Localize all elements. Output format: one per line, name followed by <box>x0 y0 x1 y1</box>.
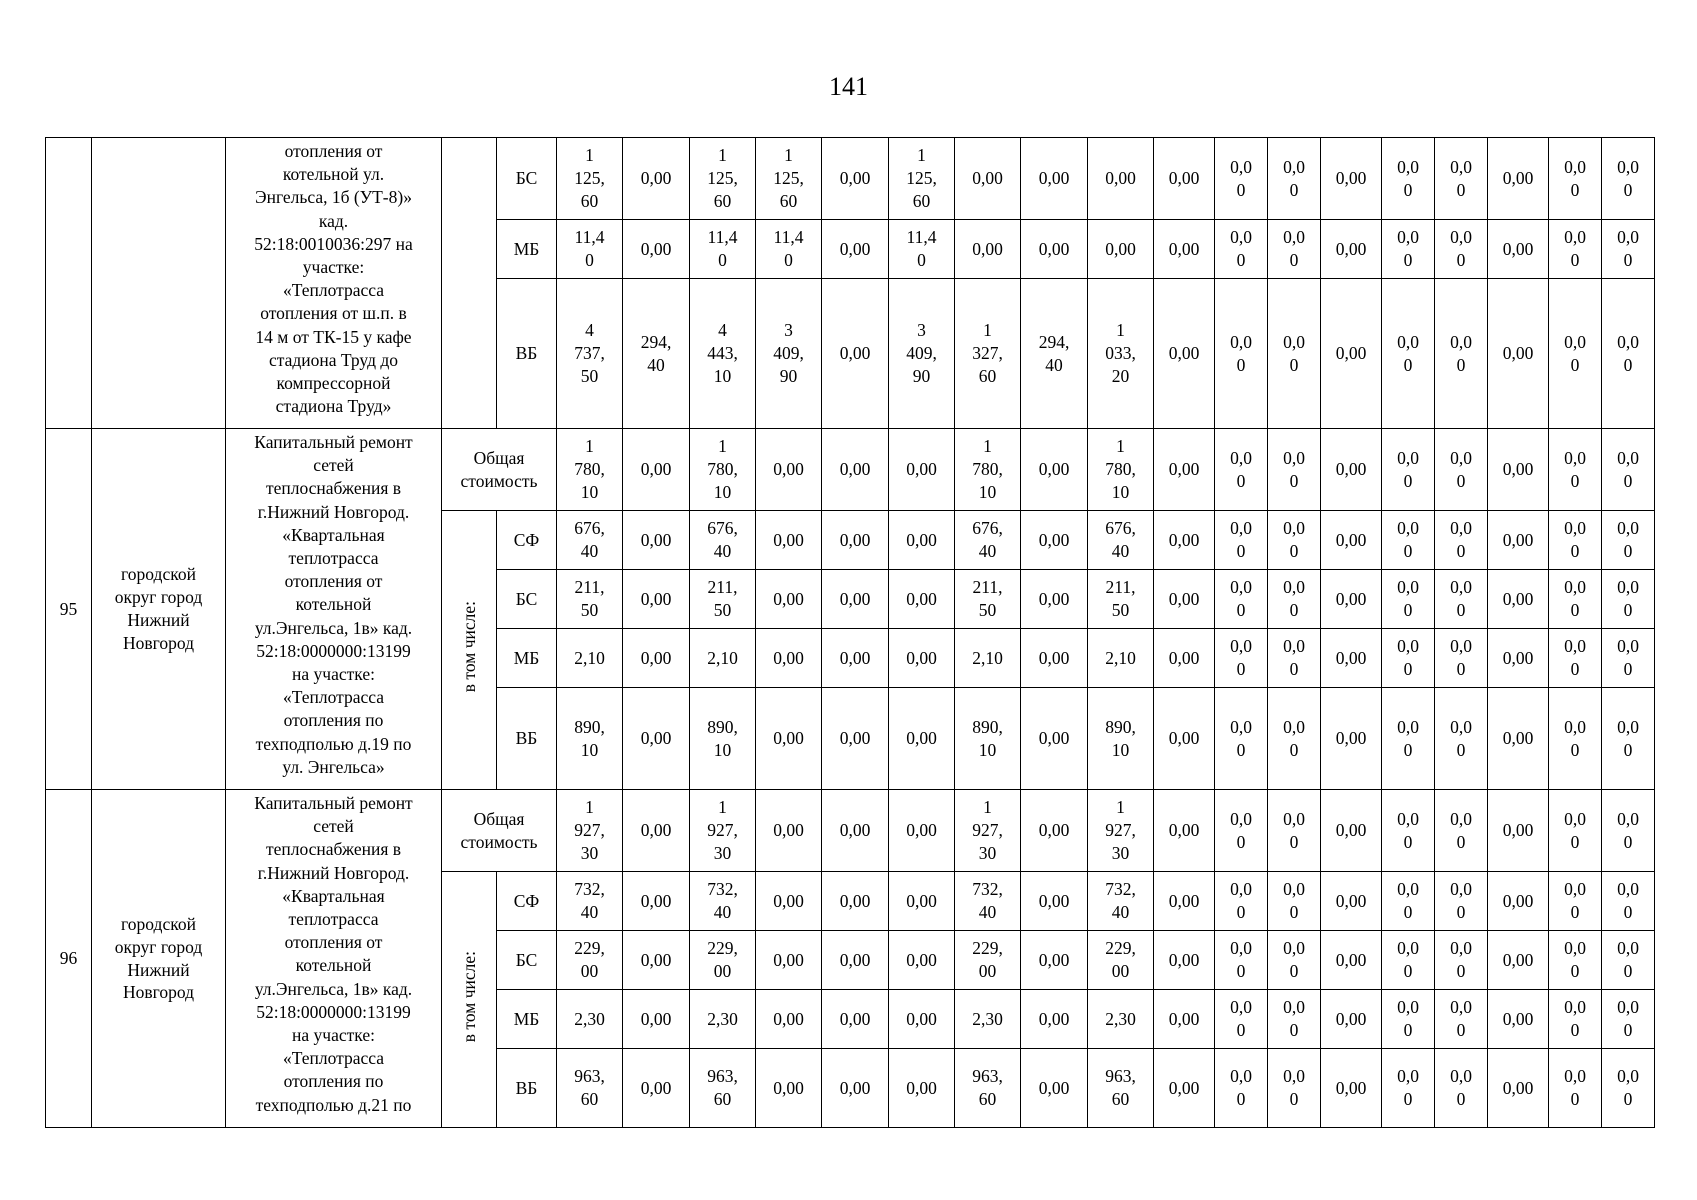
description-cell: отопления от котельной ул. Энгельса, 1б (УТ-8)» кад. 52:18:0010036:297 на участке: «Теплотрасса отопления от ш.п. в 14 м от ТК-15 у кафе стадиона Труд до компрессорной стадиона Труд» <box>226 138 442 429</box>
value-cell: 0,0 0 <box>1435 1049 1488 1128</box>
value-cell: 0,00 <box>1321 570 1382 629</box>
value-cell: 0,00 <box>1321 1049 1382 1128</box>
value-cell: 0,0 0 <box>1549 220 1602 279</box>
incl-label: в том числе: <box>458 950 479 1043</box>
value-cell: 0,00 <box>889 429 955 511</box>
value-cell: 0,0 0 <box>1549 931 1602 990</box>
value-cell: 0,00 <box>889 990 955 1049</box>
value-cell: 0,00 <box>756 629 822 688</box>
value-cell: 963, 60 <box>690 1049 756 1128</box>
description-cell: Капитальный ремонт сетей теплоснабжения в г.Нижний Новгород. «Квартальная теплотрасса отопления от котельной ул.Энгельса, 1в» кад. 52:18:0000000:13199 на участке: «Теплотрасса отопления по техподполью д.21 по <box>226 790 442 1128</box>
page-number: 141 <box>829 72 868 101</box>
value-cell: 963, 60 <box>955 1049 1021 1128</box>
value-cell: 0,0 0 <box>1382 872 1435 931</box>
value-cell: 0,0 0 <box>1382 138 1435 220</box>
value-cell: 0,00 <box>623 570 690 629</box>
value-cell: 11,4 0 <box>889 220 955 279</box>
value-cell: 732, 40 <box>690 872 756 931</box>
table-row <box>46 429 1655 511</box>
value-cell: 0,0 0 <box>1602 790 1655 872</box>
value-cell: 0,00 <box>1321 872 1382 931</box>
value-cell: 0,00 <box>889 688 955 790</box>
value-cell: 294, 40 <box>1021 279 1088 429</box>
value-cell: 1 033, 20 <box>1088 279 1154 429</box>
value-cell: 0,00 <box>1154 511 1215 570</box>
value-cell: 0,00 <box>1154 220 1215 279</box>
value-cell: 0,00 <box>623 429 690 511</box>
value-cell: 0,0 0 <box>1215 220 1268 279</box>
value-cell: 0,0 0 <box>1382 1049 1435 1128</box>
value-cell: 2,30 <box>955 990 1021 1049</box>
value-cell: 0,00 <box>822 511 889 570</box>
district-cell: городской округ город Нижний Новгород <box>92 790 226 1128</box>
value-cell: 0,0 0 <box>1549 570 1602 629</box>
value-cell: 2,10 <box>955 629 1021 688</box>
value-cell: 0,00 <box>1321 790 1382 872</box>
value-cell: 0,00 <box>1321 931 1382 990</box>
value-cell: 0,00 <box>1154 138 1215 220</box>
value-cell: 0,0 0 <box>1435 931 1488 990</box>
value-cell: 1 780, 10 <box>557 429 623 511</box>
value-cell: 0,0 0 <box>1382 511 1435 570</box>
value-cell: 0,00 <box>756 570 822 629</box>
value-cell: 0,00 <box>889 1049 955 1128</box>
value-cell: 0,00 <box>1021 138 1088 220</box>
value-cell: 0,00 <box>1154 872 1215 931</box>
value-cell: 0,0 0 <box>1382 629 1435 688</box>
value-cell: 0,00 <box>623 138 690 220</box>
value-cell: 211, 50 <box>557 570 623 629</box>
value-cell: 0,00 <box>1154 990 1215 1049</box>
value-cell: 0,00 <box>623 220 690 279</box>
value-cell: 0,0 0 <box>1549 279 1602 429</box>
value-cell: 0,0 0 <box>1435 279 1488 429</box>
value-cell: 0,00 <box>1488 688 1549 790</box>
value-cell: 0,00 <box>955 138 1021 220</box>
funding-source-cell: МБ <box>497 990 557 1049</box>
value-cell: 0,00 <box>623 511 690 570</box>
value-cell: 0,00 <box>1021 688 1088 790</box>
value-cell: 0,0 0 <box>1268 872 1321 931</box>
table-row <box>46 790 1655 872</box>
value-cell: 0,00 <box>1321 688 1382 790</box>
value-cell: 0,00 <box>756 688 822 790</box>
value-cell: 0,0 0 <box>1549 1049 1602 1128</box>
value-cell: 0,0 0 <box>1602 220 1655 279</box>
value-cell: 0,0 0 <box>1435 990 1488 1049</box>
value-cell: 0,00 <box>623 790 690 872</box>
value-cell: 0,0 0 <box>1602 1049 1655 1128</box>
value-cell: 0,0 0 <box>1268 220 1321 279</box>
value-cell: 0,00 <box>1021 570 1088 629</box>
value-cell: 0,0 0 <box>1382 570 1435 629</box>
value-cell: 0,0 0 <box>1435 790 1488 872</box>
value-cell: 890, 10 <box>1088 688 1154 790</box>
value-cell: 0,00 <box>1321 220 1382 279</box>
value-cell: 0,00 <box>955 220 1021 279</box>
incl-label-cell <box>442 511 497 790</box>
value-cell: 676, 40 <box>557 511 623 570</box>
value-cell: 1 927, 30 <box>955 790 1021 872</box>
value-cell: 0,0 0 <box>1435 629 1488 688</box>
value-cell: 1 927, 30 <box>690 790 756 872</box>
value-cell: 0,00 <box>1321 990 1382 1049</box>
value-cell: 1 780, 10 <box>690 429 756 511</box>
value-cell: 2,10 <box>1088 629 1154 688</box>
value-cell: 0,0 0 <box>1382 990 1435 1049</box>
funding-source-cell: МБ <box>497 629 557 688</box>
value-cell: 0,00 <box>1488 220 1549 279</box>
value-cell: 676, 40 <box>690 511 756 570</box>
value-cell: 0,00 <box>822 1049 889 1128</box>
value-cell: 1 927, 30 <box>1088 790 1154 872</box>
value-cell: 0,00 <box>1154 790 1215 872</box>
value-cell: 2,10 <box>557 629 623 688</box>
value-cell: 0,00 <box>822 931 889 990</box>
value-cell: 0,0 0 <box>1215 629 1268 688</box>
value-cell: 0,00 <box>1154 1049 1215 1128</box>
value-cell: 0,00 <box>1154 570 1215 629</box>
value-cell: 0,00 <box>1021 1049 1088 1128</box>
value-cell: 0,0 0 <box>1382 429 1435 511</box>
value-cell: 0,00 <box>1154 429 1215 511</box>
value-cell: 0,00 <box>756 931 822 990</box>
value-cell: 229, 00 <box>557 931 623 990</box>
value-cell: 0,00 <box>1021 790 1088 872</box>
value-cell: 0,00 <box>1488 990 1549 1049</box>
value-cell: 0,0 0 <box>1382 931 1435 990</box>
value-cell: 0,0 0 <box>1549 872 1602 931</box>
value-cell: 0,0 0 <box>1215 511 1268 570</box>
value-cell: 0,0 0 <box>1602 629 1655 688</box>
value-cell: 0,0 0 <box>1215 931 1268 990</box>
incl-label-cell <box>442 872 497 1128</box>
value-cell: 963, 60 <box>1088 1049 1154 1128</box>
value-cell: 0,00 <box>756 790 822 872</box>
value-cell: 0,00 <box>1321 429 1382 511</box>
value-cell: 0,0 0 <box>1382 688 1435 790</box>
value-cell: 0,00 <box>1321 511 1382 570</box>
value-cell: 229, 00 <box>690 931 756 990</box>
value-cell: 11,4 0 <box>557 220 623 279</box>
funding-table <box>45 137 1655 1128</box>
value-cell: 0,00 <box>889 570 955 629</box>
value-cell: 0,0 0 <box>1549 138 1602 220</box>
funding-source-cell: ВБ <box>497 688 557 790</box>
value-cell: 0,0 0 <box>1602 429 1655 511</box>
value-cell: 0,00 <box>623 1049 690 1128</box>
value-cell: 4 737, 50 <box>557 279 623 429</box>
value-cell: 0,00 <box>1021 220 1088 279</box>
value-cell: 0,0 0 <box>1602 138 1655 220</box>
table-row <box>46 138 1655 220</box>
value-cell: 0,00 <box>1088 220 1154 279</box>
value-cell: 732, 40 <box>1088 872 1154 931</box>
value-cell: 0,0 0 <box>1435 570 1488 629</box>
value-cell: 0,00 <box>822 872 889 931</box>
value-cell: 211, 50 <box>690 570 756 629</box>
value-cell: 0,00 <box>1154 931 1215 990</box>
value-cell: 0,0 0 <box>1215 990 1268 1049</box>
value-cell: 732, 40 <box>955 872 1021 931</box>
value-cell: 0,00 <box>1021 629 1088 688</box>
value-cell: 0,0 0 <box>1602 931 1655 990</box>
value-cell: 676, 40 <box>955 511 1021 570</box>
funding-source-cell: СФ <box>497 511 557 570</box>
funding-source-cell: МБ <box>497 220 557 279</box>
row-number-cell: 96 <box>46 790 92 1128</box>
value-cell: 11,4 0 <box>756 220 822 279</box>
value-cell: 0,0 0 <box>1215 688 1268 790</box>
value-cell: 1 780, 10 <box>955 429 1021 511</box>
value-cell: 211, 50 <box>1088 570 1154 629</box>
value-cell: 0,00 <box>822 629 889 688</box>
value-cell: 0,0 0 <box>1602 279 1655 429</box>
value-cell: 0,0 0 <box>1382 790 1435 872</box>
value-cell: 0,00 <box>756 511 822 570</box>
value-cell: 0,0 0 <box>1549 990 1602 1049</box>
value-cell: 0,00 <box>756 429 822 511</box>
value-cell: 0,00 <box>1088 138 1154 220</box>
value-cell: 890, 10 <box>557 688 623 790</box>
value-cell: 4 443, 10 <box>690 279 756 429</box>
description-cell: Капитальный ремонт сетей теплоснабжения в г.Нижний Новгород. «Квартальная теплотрасса отопления от котельной ул.Энгельса, 1в» кад. 52:18:0000000:13199 на участке: «Теплотрасса отопления по техподполью д.19 по ул. Энгельса» <box>226 429 442 790</box>
value-cell: 1 125, 60 <box>889 138 955 220</box>
value-cell: 0,00 <box>623 629 690 688</box>
value-cell: 0,0 0 <box>1549 688 1602 790</box>
value-cell: 0,00 <box>889 511 955 570</box>
value-cell: 0,0 0 <box>1268 429 1321 511</box>
value-cell: 0,0 0 <box>1268 629 1321 688</box>
value-cell: 0,00 <box>1021 931 1088 990</box>
total-cost-label: Общая стоимость <box>442 790 557 872</box>
funding-source-cell: ВБ <box>497 279 557 429</box>
value-cell: 0,00 <box>623 990 690 1049</box>
value-cell: 0,0 0 <box>1435 220 1488 279</box>
value-cell: 0,00 <box>1321 138 1382 220</box>
value-cell: 294, 40 <box>623 279 690 429</box>
value-cell: 0,00 <box>1154 688 1215 790</box>
value-cell: 1 125, 60 <box>756 138 822 220</box>
value-cell: 0,0 0 <box>1435 138 1488 220</box>
value-cell: 0,00 <box>889 790 955 872</box>
value-cell: 2,30 <box>1088 990 1154 1049</box>
value-cell: 2,10 <box>690 629 756 688</box>
value-cell: 0,0 0 <box>1549 790 1602 872</box>
value-cell: 0,0 0 <box>1268 931 1321 990</box>
value-cell: 0,00 <box>1154 279 1215 429</box>
funding-source-cell: БС <box>497 138 557 220</box>
funding-source-cell: ВБ <box>497 1049 557 1128</box>
value-cell: 0,00 <box>822 570 889 629</box>
value-cell: 0,00 <box>623 931 690 990</box>
value-cell: 0,0 0 <box>1602 570 1655 629</box>
value-cell: 0,00 <box>1021 990 1088 1049</box>
value-cell: 0,0 0 <box>1602 990 1655 1049</box>
value-cell: 0,0 0 <box>1602 872 1655 931</box>
value-cell: 229, 00 <box>955 931 1021 990</box>
value-cell: 0,0 0 <box>1435 688 1488 790</box>
incl-label: в том числе: <box>458 601 479 693</box>
value-cell: 0,0 0 <box>1215 790 1268 872</box>
value-cell: 0,00 <box>1488 429 1549 511</box>
value-cell: 0,00 <box>822 429 889 511</box>
value-cell: 0,0 0 <box>1268 511 1321 570</box>
value-cell: 0,00 <box>1321 279 1382 429</box>
row-number-cell <box>46 138 92 429</box>
value-cell: 0,00 <box>1021 429 1088 511</box>
value-cell: 0,00 <box>889 629 955 688</box>
value-cell: 676, 40 <box>1088 511 1154 570</box>
value-cell: 1 125, 60 <box>557 138 623 220</box>
value-cell: 0,0 0 <box>1268 1049 1321 1128</box>
value-cell: 0,00 <box>1321 629 1382 688</box>
value-cell: 0,00 <box>1021 511 1088 570</box>
value-cell: 0,0 0 <box>1268 138 1321 220</box>
empty-cell <box>442 138 497 429</box>
value-cell: 0,00 <box>623 688 690 790</box>
value-cell: 0,0 0 <box>1215 279 1268 429</box>
value-cell: 0,00 <box>1488 138 1549 220</box>
value-cell: 732, 40 <box>557 872 623 931</box>
row-number-cell: 95 <box>46 429 92 790</box>
value-cell: 0,0 0 <box>1435 511 1488 570</box>
value-cell: 0,00 <box>1488 872 1549 931</box>
value-cell: 211, 50 <box>955 570 1021 629</box>
value-cell: 0,00 <box>1488 629 1549 688</box>
district-cell: городской округ город Нижний Новгород <box>92 429 226 790</box>
district-cell <box>92 138 226 429</box>
value-cell: 0,0 0 <box>1268 990 1321 1049</box>
value-cell: 0,0 0 <box>1268 279 1321 429</box>
value-cell: 963, 60 <box>557 1049 623 1128</box>
value-cell: 0,0 0 <box>1268 688 1321 790</box>
value-cell: 0,00 <box>889 872 955 931</box>
value-cell: 0,00 <box>822 790 889 872</box>
value-cell: 0,00 <box>1488 570 1549 629</box>
value-cell: 2,30 <box>557 990 623 1049</box>
value-cell: 0,00 <box>1154 629 1215 688</box>
value-cell: 0,0 0 <box>1549 429 1602 511</box>
value-cell: 0,0 0 <box>1268 570 1321 629</box>
value-cell: 2,30 <box>690 990 756 1049</box>
funding-source-cell: СФ <box>497 872 557 931</box>
value-cell: 890, 10 <box>690 688 756 790</box>
value-cell: 0,00 <box>822 990 889 1049</box>
value-cell: 0,00 <box>822 688 889 790</box>
value-cell: 0,0 0 <box>1602 688 1655 790</box>
value-cell: 1 125, 60 <box>690 138 756 220</box>
value-cell: 11,4 0 <box>690 220 756 279</box>
value-cell: 0,0 0 <box>1549 629 1602 688</box>
value-cell: 0,0 0 <box>1215 570 1268 629</box>
value-cell: 0,00 <box>1488 931 1549 990</box>
value-cell: 0,00 <box>822 279 889 429</box>
value-cell: 0,0 0 <box>1215 872 1268 931</box>
value-cell: 229, 00 <box>1088 931 1154 990</box>
value-cell: 0,00 <box>1021 872 1088 931</box>
value-cell: 0,0 0 <box>1215 429 1268 511</box>
funding-source-cell: БС <box>497 931 557 990</box>
value-cell: 0,0 0 <box>1215 138 1268 220</box>
value-cell: 0,0 0 <box>1382 279 1435 429</box>
total-cost-label: Общая стоимость <box>442 429 557 511</box>
value-cell: 0,00 <box>623 872 690 931</box>
value-cell: 3 409, 90 <box>889 279 955 429</box>
value-cell: 0,00 <box>1488 279 1549 429</box>
value-cell: 0,00 <box>756 990 822 1049</box>
value-cell: 0,00 <box>1488 511 1549 570</box>
value-cell: 0,0 0 <box>1435 429 1488 511</box>
funding-source-cell: БС <box>497 570 557 629</box>
value-cell: 3 409, 90 <box>756 279 822 429</box>
value-cell: 890, 10 <box>955 688 1021 790</box>
value-cell: 0,00 <box>756 872 822 931</box>
value-cell: 0,0 0 <box>1268 790 1321 872</box>
value-cell: 0,00 <box>756 1049 822 1128</box>
value-cell: 0,0 0 <box>1549 511 1602 570</box>
value-cell: 1 327, 60 <box>955 279 1021 429</box>
value-cell: 0,0 0 <box>1215 1049 1268 1128</box>
value-cell: 0,00 <box>1488 1049 1549 1128</box>
value-cell: 1 780, 10 <box>1088 429 1154 511</box>
value-cell: 0,00 <box>1488 790 1549 872</box>
value-cell: 0,00 <box>822 220 889 279</box>
value-cell: 0,0 0 <box>1382 220 1435 279</box>
value-cell: 1 927, 30 <box>557 790 623 872</box>
value-cell: 0,00 <box>889 931 955 990</box>
value-cell: 0,00 <box>822 138 889 220</box>
value-cell: 0,0 0 <box>1435 872 1488 931</box>
value-cell: 0,0 0 <box>1602 511 1655 570</box>
